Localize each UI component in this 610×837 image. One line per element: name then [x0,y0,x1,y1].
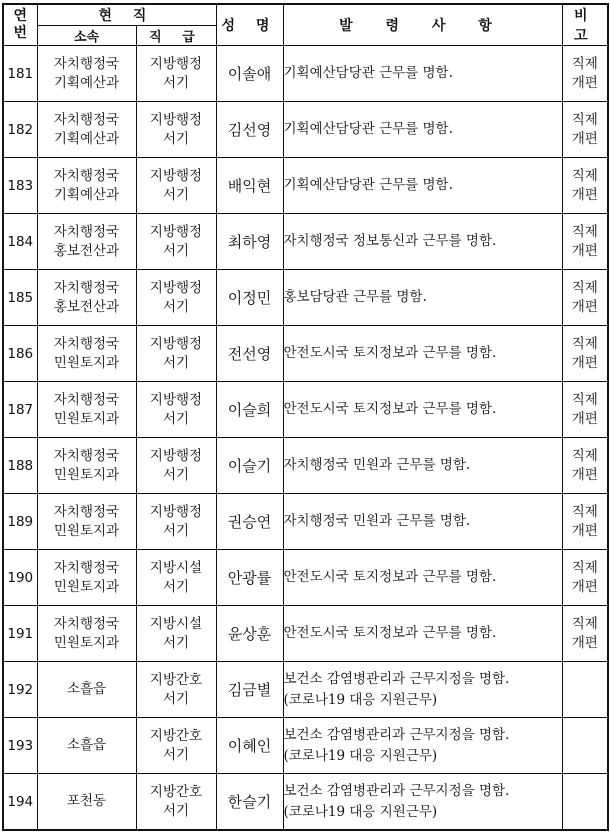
note-cell [562,438,608,494]
order-line: 홍보담당관 근무를 명함. [283,289,427,305]
serial-number-cell: 192 [3,662,37,718]
rank-line: 지방행정 [149,391,203,408]
personnel-order-table [2,3,609,831]
department-cell [37,550,136,606]
note-line: 직제 [571,391,598,408]
rank-cell [136,214,216,270]
serial-number-cell: 183 [3,158,37,214]
note-cell [562,102,608,158]
table-row [3,46,608,102]
name-cell: 김금별 [216,662,283,718]
note-line: 개편 [571,578,598,595]
note-line: 개편 [571,522,598,539]
department-cell [37,718,136,774]
department-cell [37,102,136,158]
department-cell [37,774,136,831]
name-cell: 최하영 [216,214,283,270]
name-cell: 권승연 [216,494,283,550]
order-line: 자치행정국 민원과 근무를 명함. [283,457,471,473]
department-line: 자치행정국 [53,335,120,352]
order-line: (코로나19 대응 지원근무) [283,747,438,764]
department-line: 자치행정국 [53,111,120,128]
rank-line: 서기 [162,74,190,91]
name-cell: 이슬기 [216,438,283,494]
note-line: 직제 [571,279,598,296]
note-line: 직제 [571,447,598,464]
table-row [3,662,608,718]
note-cell [562,214,608,270]
note-line: 직제 [571,335,598,352]
table-row [3,606,608,662]
table-body [3,46,608,831]
note-cell [562,46,608,102]
name-cell: 전선영 [216,326,283,382]
table-row [3,382,608,438]
rank-line: 지방행정 [149,279,203,296]
note-cell [562,606,608,662]
header-order: 발 령 사 항 [283,4,562,46]
rank-cell [136,46,216,102]
rank-line: 서기 [162,242,190,259]
rank-line: 서기 [162,690,190,707]
order-line: 보건소 감염병관리과 근무지정을 명함. [283,726,510,743]
header-note: 비 고 [562,4,608,46]
serial-number-cell: 190 [3,550,37,606]
name-cell: 이슬희 [216,382,283,438]
rank-line: 서기 [162,746,190,763]
serial-number-cell: 194 [3,774,37,831]
department-cell [37,438,136,494]
department-cell [37,46,136,102]
rank-line: 지방행정 [149,335,203,352]
department-cell [37,158,136,214]
order-cell [283,102,562,158]
table-row [3,438,608,494]
rank-line: 지방행정 [149,447,203,464]
table-row [3,326,608,382]
order-cell [283,550,562,606]
order-cell [283,46,562,102]
department-line: 홍보전산과 [53,298,120,315]
note-line: 개편 [571,354,598,371]
note-cell [562,774,608,831]
name-cell: 이솔애 [216,46,283,102]
order-line: 안전도시국 토지정보과 근무를 명함. [283,401,497,417]
department-cell [37,662,136,718]
note-cell [562,662,608,718]
note-cell [562,494,608,550]
rank-cell [136,774,216,831]
header-department: 소속 [37,26,136,46]
rank-line: 지방행정 [149,55,203,72]
rank-cell [136,158,216,214]
table-row [3,102,608,158]
serial-number-cell: 191 [3,606,37,662]
department-line: 자치행정국 [53,167,120,184]
header-serial-line-1: 연 [13,8,28,24]
rank-line: 지방간호 [149,671,203,688]
order-line: 자치행정국 민원과 근무를 명함. [283,513,471,529]
department-line: 자치행정국 [53,615,120,632]
order-cell [283,270,562,326]
department-cell [37,214,136,270]
department-line: 민원토지과 [53,466,120,483]
order-line: (코로나19 대응 지원근무) [283,691,438,708]
note-line: 직제 [571,223,598,240]
table-row [3,158,608,214]
department-line: 자치행정국 [53,391,120,408]
note-line: 개편 [571,410,598,427]
order-line: 보건소 감염병관리과 근무지정을 명함. [283,782,510,799]
order-line: 보건소 감염병관리과 근무지정을 명함. [283,670,510,687]
rank-line: 지방시설 [149,559,203,576]
department-line: 자치행정국 [53,447,120,464]
table-row [3,718,608,774]
department-line: 소흘읍 [66,737,107,753]
order-cell [283,494,562,550]
name-cell: 배익현 [216,158,283,214]
rank-cell [136,326,216,382]
order-cell [283,438,562,494]
department-line: 홍보전산과 [53,242,120,259]
rank-cell [136,718,216,774]
department-line: 민원토지과 [53,522,120,539]
note-line: 직제 [571,559,598,576]
department-cell [37,606,136,662]
note-cell [562,270,608,326]
serial-number-cell: 182 [3,102,37,158]
order-line: 기획예산담당관 근무를 명함. [283,65,453,81]
serial-number-cell: 186 [3,326,37,382]
department-line: 자치행정국 [53,223,120,240]
rank-line: 지방행정 [149,167,203,184]
rank-line: 서기 [162,802,190,819]
note-line: 개편 [571,186,598,203]
order-cell [283,662,562,718]
rank-line: 지방시설 [149,615,203,632]
table-row [3,774,608,831]
department-line: 포천동 [66,793,107,809]
order-line: (코로나19 대응 지원근무) [283,803,438,820]
rank-cell [136,662,216,718]
department-line: 기획예산과 [53,186,120,203]
note-line: 직제 [571,615,598,632]
order-line: 기획예산담당관 근무를 명함. [283,177,453,193]
order-line: 안전도시국 토지정보과 근무를 명함. [283,569,497,585]
header-name: 성 명 [216,4,283,46]
rank-line: 서기 [162,410,190,427]
serial-number-cell: 193 [3,718,37,774]
department-line: 기획예산과 [53,130,120,147]
serial-number-cell: 185 [3,270,37,326]
note-line: 개편 [571,130,598,147]
rank-line: 서기 [162,466,190,483]
rank-cell [136,550,216,606]
department-cell [37,494,136,550]
department-line: 기획예산과 [53,74,120,91]
department-line: 민원토지과 [53,410,120,427]
rank-line: 지방행정 [149,503,203,520]
rank-cell [136,102,216,158]
department-cell [37,326,136,382]
order-cell [283,774,562,831]
order-line: 안전도시국 토지정보과 근무를 명함. [283,625,497,641]
rank-line: 서기 [162,634,190,651]
department-line: 민원토지과 [53,634,120,651]
rank-cell [136,438,216,494]
note-line: 개편 [571,298,598,315]
rank-line: 지방간호 [149,783,203,800]
order-line: 기획예산담당관 근무를 명함. [283,121,453,137]
table-row [3,270,608,326]
department-line: 자치행정국 [53,503,120,520]
rank-line: 서기 [162,186,190,203]
order-line: 안전도시국 토지정보과 근무를 명함. [283,345,497,361]
rank-line: 서기 [162,354,190,371]
note-line: 직제 [571,55,598,72]
order-cell [283,214,562,270]
note-line: 개편 [571,466,598,483]
name-cell: 이정민 [216,270,283,326]
rank-cell [136,606,216,662]
rank-line: 서기 [162,522,190,539]
name-cell: 윤상훈 [216,606,283,662]
department-line: 민원토지과 [53,354,120,371]
note-line: 개편 [571,74,598,91]
name-cell: 이혜인 [216,718,283,774]
header-current-position: 현 직 [37,4,216,26]
department-line: 자치행정국 [53,55,120,72]
department-line: 자치행정국 [53,279,120,296]
note-line: 직제 [571,111,598,128]
note-cell [562,550,608,606]
rank-line: 서기 [162,130,190,147]
header-serial-number [3,4,37,46]
rank-line: 지방간호 [149,727,203,744]
note-cell [562,326,608,382]
header-serial-line-2: 번 [13,25,28,41]
order-cell [283,382,562,438]
header-rank: 직 급 [136,26,216,46]
name-cell: 안광률 [216,550,283,606]
order-cell [283,326,562,382]
note-line: 개편 [571,242,598,259]
rank-cell [136,494,216,550]
serial-number-cell: 187 [3,382,37,438]
note-cell [562,158,608,214]
order-line: 자치행정국 정보통신과 근무를 명함. [283,233,497,249]
serial-number-cell: 188 [3,438,37,494]
note-line: 직제 [571,167,598,184]
rank-cell [136,382,216,438]
name-cell: 김선영 [216,102,283,158]
header-row-1 [3,4,608,26]
rank-line: 서기 [162,298,190,315]
department-line: 소흘읍 [66,681,107,697]
note-line: 직제 [571,503,598,520]
name-cell: 한슬기 [216,774,283,831]
table-row [3,494,608,550]
table-row [3,214,608,270]
order-cell [283,158,562,214]
department-cell [37,270,136,326]
department-cell [37,382,136,438]
note-cell [562,382,608,438]
note-cell [562,718,608,774]
serial-number-cell: 184 [3,214,37,270]
serial-number-cell: 181 [3,46,37,102]
rank-line: 지방행정 [149,111,203,128]
rank-cell [136,270,216,326]
table-row [3,550,608,606]
department-line: 자치행정국 [53,559,120,576]
order-cell [283,606,562,662]
serial-number-cell: 189 [3,494,37,550]
order-cell [283,718,562,774]
note-line: 개편 [571,634,598,651]
rank-line: 지방행정 [149,223,203,240]
rank-line: 서기 [162,578,190,595]
department-line: 민원토지과 [53,578,120,595]
